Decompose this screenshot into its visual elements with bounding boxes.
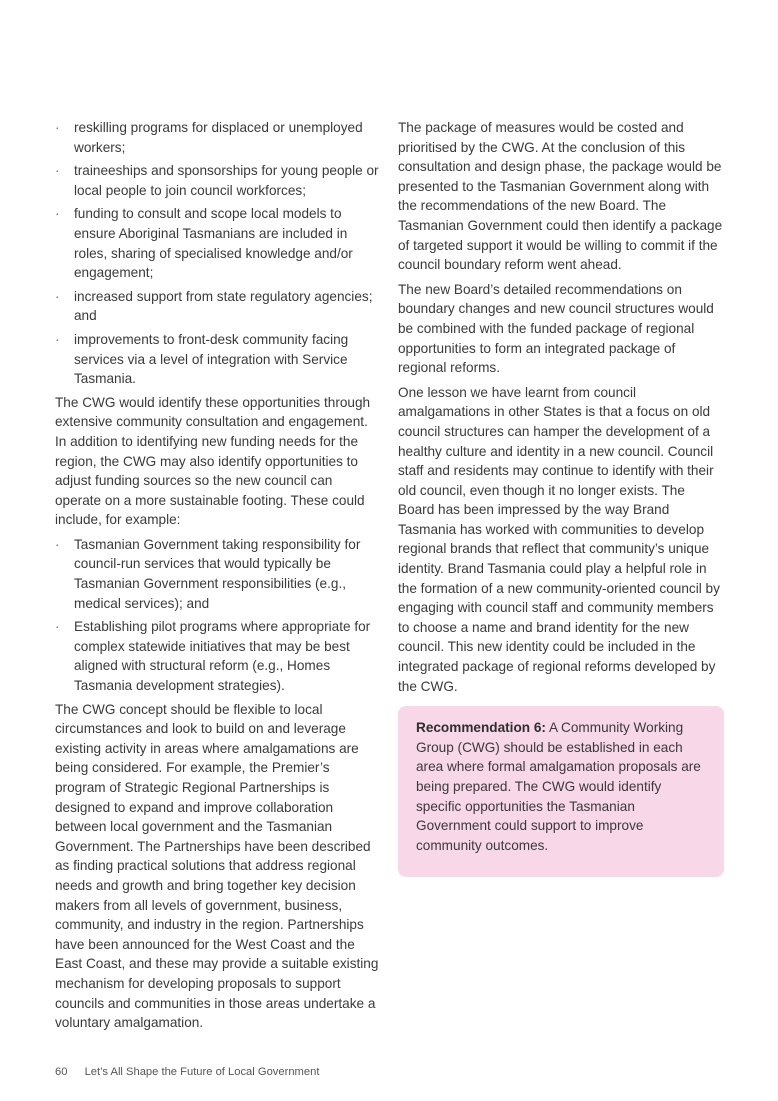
paragraph-package-costing: The package of measures would be costed and prioritised by the CWG. At the conclusion of this consultation and design phase, the package would be presented to the Tasmanian Government along with the recommendations of the new Board. The Tasmanian Government could then identify a package of targeted support it would be willing to commit if the council boundary reform went ahead. [398, 120, 723, 273]
list-item: · traineeships and sponsorships for young people or local people to join council workforces; [55, 163, 379, 198]
paragraph-board-recommendations: The new Board’s detailed recommendations on boundary changes and new council structures would be combined with the funded package of regional opportunities to form an integrated package of regional reforms. [398, 281, 714, 376]
list-item: · improvements to front-desk community facing services via a level of integration with Service Tasmania. [55, 331, 349, 387]
list-item: · reskilling programs for displaced or unemployed workers; [55, 120, 363, 155]
bullet-list-funding-sources [55, 535, 382, 696]
bullet-icon: · [55, 536, 60, 552]
bullet-icon: · [55, 206, 60, 222]
bullet-icon: · [55, 331, 60, 347]
paragraph-cwg-concept: The CWG concept should be flexible to local circumstances and look to build on and leverage existing activity in areas where amalgamations are being considered. For example, the Premier’s program of Strategic Regional Partnerships is designed to expand and improve collaboration between local government and the Tasmanian Government. The Partnerships have been described as finding practical solutions that address regional needs and growth and bring together key decision makers from all levels of government, business, community, and industry in the region. Partnerships have been announced for the West Coast and the East Coast, and these may provide a suitable existing mechanism for developing proposals to support councils and communities in those areas undertake a voluntary amalgamation. [55, 701, 379, 1031]
list-item: · increased support from state regulatory agencies; and [55, 288, 373, 324]
bullet-icon: · [55, 288, 60, 304]
list-item: · Tasmanian Government taking responsibility for council-run services that would typically be Tasmanian Government responsibilities (e.g., medical services); and [55, 536, 361, 611]
document-title: Let’s All Shape the Future of Local Government [84, 1066, 320, 1078]
paragraph-cwg-opportunities: The CWG would identify these opportunities through extensive community consultation and engagement. In addition to identifying new funding needs for the region, the CWG may also identify opportunities to adjust funding sources so the new council can operate on a more sustainable footing. These could include, for example: [55, 394, 371, 528]
right-column [398, 118, 724, 877]
bullet-icon: · [55, 163, 60, 179]
recommendation-label: Recommendation 6: [416, 720, 546, 736]
bullet-list-support-programs [55, 118, 382, 389]
page-number: 60 [55, 1066, 68, 1078]
page-footer [55, 1066, 319, 1078]
list-item: · funding to consult and scope local models to ensure Aboriginal Tasmanians are included in roles, sharing of specialised knowledge and/or engagement; [55, 206, 353, 281]
bullet-icon: · [55, 619, 60, 635]
recommendation-box [398, 706, 724, 877]
recommendation-text: A Community Working Group (CWG) should be established in each area where formal amalgamation proposals are being prepared. The CWG would identify specific opportunities the Tasmanian Government could support to improve community outcomes. [416, 720, 701, 853]
list-item: · Establishing pilot programs where appropriate for complex statewide initiatives that may be best aligned with structural reform (e.g., Homes Tasmania development strategies). [55, 619, 371, 694]
bullet-icon: · [55, 120, 60, 135]
left-column [55, 118, 382, 1038]
paragraph-lesson-learnt: One lesson we have learnt from council amalgamations in other States is that a focus on old council structures can hamper the development of a healthy culture and identity in a new council. Council staff and residents may continue to identify with their old council, even though it no longer exists. The Board has been impressed by the way Brand Tasmania has worked with communities to develop regional brands that reflect that community’s unique identity. Brand Tasmania could play a helpful role in the formation of a new community-oriented council by engaging with council staff and community members to choose a name and brand identity for the new council. This new identity could be included in the integrated package of regional reforms developed by the CWG. [398, 384, 720, 694]
